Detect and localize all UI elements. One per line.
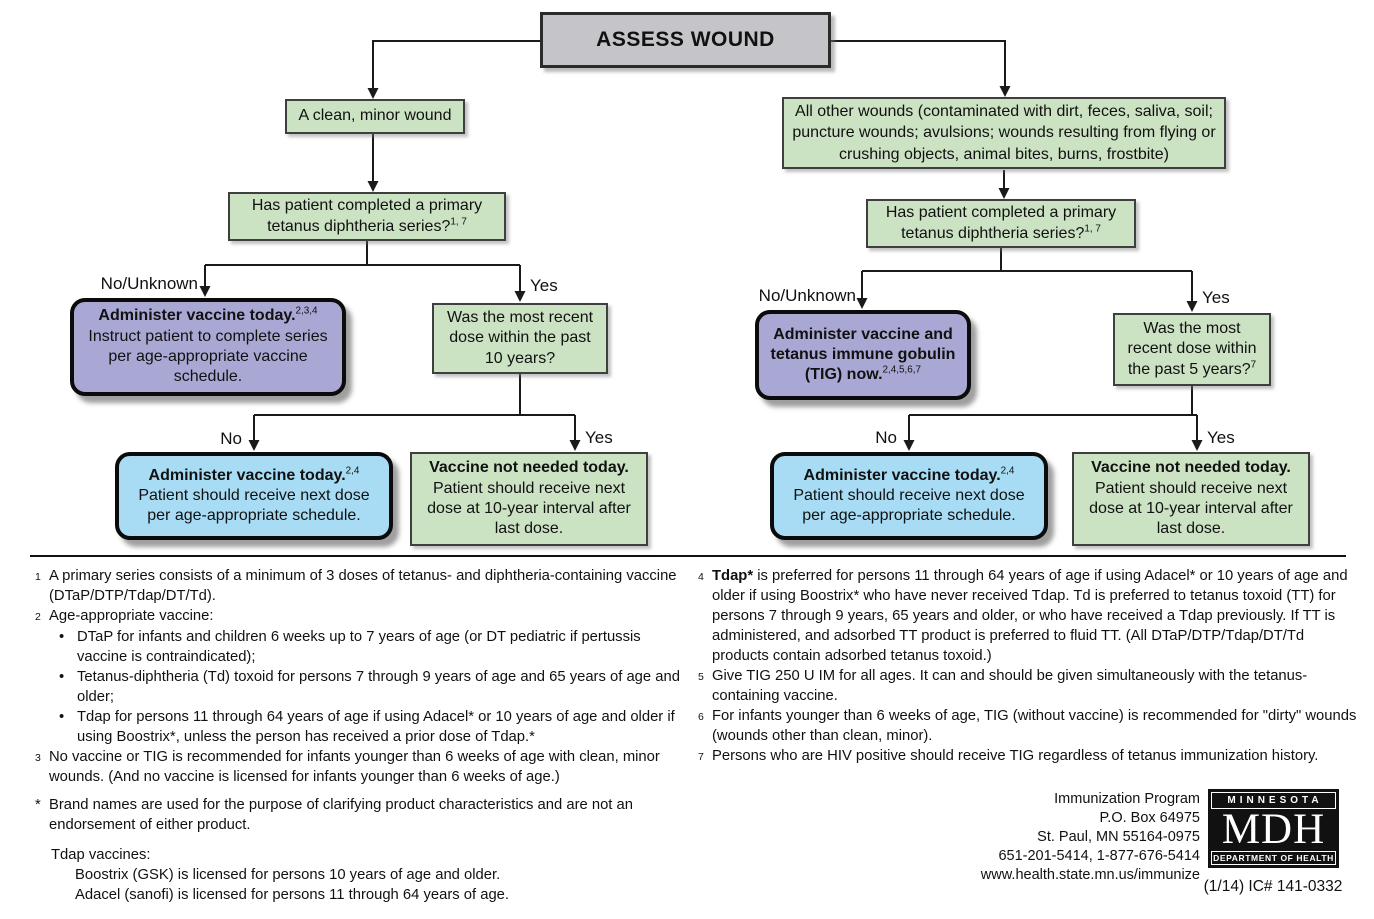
footnote-2-bullet-2: • Tetanus-diphtheria (Td) toxoid for persons 7 through 9 years of age and 65 years of age and older; [59,669,680,705]
all-other-wounds-box: All other wounds (contaminated with dirt, feces, saliva, soil; puncture wounds; avulsions; wounds resulting from flying or crushing objects, animal bites, burns, frostbite) [782,97,1226,169]
branch-label-yes-left: Yes [530,276,558,295]
administer-vaccine-right-box: Administer vaccine today.$^{2,4}$ Patient should receive next dose per age-appropriate schedule. [770,452,1048,540]
branch-label-no-right: No [875,428,897,447]
footnote-6: 6 For infants younger than 6 weeks of age, TIG (without vaccine) is recommended for "dirty" wounds (wounds other than clean, minor). [698,708,1357,744]
footnote-2-bullet-3: • Tdap for persons 11 through 64 years of age if using Adacel* or 10 years of age and older if using Boostrix*, unless the person has received a prior dose of Tdap.* [59,709,675,745]
connector-assess-to-allother [831,41,1005,94]
no-vaccine-right-box: Vaccine not needed today. Patient should receive next dose at 10-year interval after last dose. [1072,452,1310,546]
primary-series-question-right-box: Has patient completed a primary tetanus diphtheria series?$^{1, 7}$ [866,199,1136,248]
branch-label-no-unknown-right: No/Unknown [758,286,856,305]
footnote-2: 2 Age-appropriate vaccine: [35,608,214,624]
administer-vaccine-left-box: Administer vaccine today.$^{2,4}$ Patient should receive next dose per age-appropriate schedule. [115,452,393,540]
contact-block [950,790,1200,885]
tdap-vaccines-title: Tdap vaccines: [51,847,151,863]
recent-dose-5yr-question-box: Was the most recent dose within the past 5 years?$^7$ [1113,313,1271,386]
contact-phones: 651-201-5414, 1-877-676-5414 [998,848,1200,864]
contact-pobox: P.O. Box 64975 [1099,810,1200,826]
branch-label-yes-right2: Yes [1207,428,1235,447]
branch-label-yes-right: Yes [1202,288,1230,307]
contact-website: www.health.state.mn.us/immunize [980,867,1200,883]
separator-line [30,555,1346,557]
recent-dose-10yr-question-box: Was the most recent dose within the past 10 years? [432,303,608,374]
branch-label-yes-left2: Yes [585,428,613,447]
tdap-vaccines-note [35,845,680,905]
clean-minor-wound-box: A clean, minor wound [285,99,465,134]
footnote-2-bullet-1: • DTaP for infants and children 6 weeks up to 7 years of age (or DT pediatric if pertussis vaccine is contraindicated); [59,629,641,665]
footnotes-left-column [35,566,680,905]
administer-vaccine-tig-box: Administer vaccine and tetanus immune gobulin (TIG) now.$^{2,4,5,6,7}$ [755,310,971,400]
assess-wound-box [540,12,831,68]
tdap-boostrix-line: Boostrix (GSK) is licensed for persons 10 years of age and older. [75,867,501,883]
footnote-7: 7 Persons who are HIV positive should receive TIG regardless of tetanus immunization history. [698,748,1319,764]
bullet-icon: • [59,709,65,725]
contact-program: Immunization Program [1054,791,1200,807]
bullet-icon: • [59,629,65,645]
primary-series-question-left-box: Has patient completed a primary tetanus diphtheria series?$^{1, 7}$ [228,192,506,241]
document-code: (1/14) IC# 141-0332 [1203,878,1343,895]
tdap-adacel-line: Adacel (sanofi) is licensed for persons 11 through 64 years of age. [75,887,510,903]
footnote-3: 3 No vaccine or TIG is recommended for infants younger than 6 weeks of age with clean, minor wounds. (And no vaccine is licensed for infants younger than 6 weeks of age.) [35,749,660,785]
footnotes-right-column [698,566,1363,767]
connector-left-split [205,241,520,265]
branch-label-no-unknown-left: No/Unknown [100,274,198,293]
footnote-4: 4 Tdap* is preferred for persons 11 through 64 years of age if using Adacel* or 10 years of age and older if using Boostrix* who have never received Tdap. Td is preferred to tetanus toxoid (TT) for persons 7 through 9 years, 65 years and older, or who have received a Tdap previously. If TT is administered, and adsorbed TT product is preferred to fluid TT. (All DTaP/DTP/Tdap/DT/Td products contain adsorbed tetanus toxoid.) [698,568,1348,664]
footnote-5: 5 Give TIG 250 U IM for all ages. It can and should be given simultaneously with the tetanus-containing vaccine. [698,668,1308,704]
connector-right-split [862,248,1192,271]
mdh-logo-state: MINNESOTA [1211,792,1336,809]
branch-label-no-left: No [220,429,242,448]
no-vaccine-left-box: Vaccine not needed today. Patient should receive next dose at 10-year interval after last dose. [410,452,648,546]
mdh-logo [1208,789,1339,868]
administer-vaccine-series-box: Administer vaccine today.$^{2,3,4}$ Instruct patient to complete series per age-appropriate vaccine schedule. [70,298,346,396]
mdh-logo-acronym: MDH [1221,806,1326,853]
connector-assess-to-clean [373,41,540,96]
footnote-1: 1 A primary series consists of a minimum of 3 doses of tetanus- and diphtheria-containing vaccine (DTaP/DTP/Tdap/DT/Td). [35,568,677,604]
brand-names-note: * Brand names are used for the purpose of clarifying product characteristics and are not an endorsement of either product. [35,797,633,833]
mdh-logo-department: DEPARTMENT OF HEALTH [1211,851,1336,865]
assess-wound-title: ASSESS WOUND [596,27,775,51]
contact-city: St. Paul, MN 55164-0975 [1037,829,1200,845]
bullet-icon: • [59,669,65,685]
